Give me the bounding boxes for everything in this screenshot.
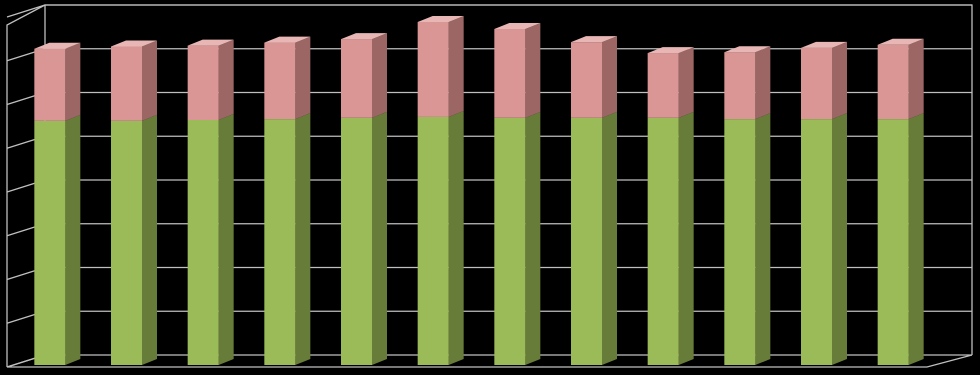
bar-stack	[724, 46, 770, 365]
bar-segment-side	[65, 43, 80, 121]
bar-segment-side	[832, 113, 847, 365]
bar-stack	[264, 37, 310, 365]
bar-segment	[264, 119, 295, 365]
bar-segment-side	[295, 113, 310, 365]
bar-stack	[418, 16, 464, 365]
bar-segment-side	[602, 36, 617, 118]
bar-segment	[648, 53, 679, 118]
bar-segment-side	[909, 113, 924, 365]
bar-segment	[801, 119, 832, 365]
bar-segment	[418, 22, 449, 117]
bar-segment	[264, 43, 295, 120]
bar-segment	[878, 119, 909, 365]
bar-segment	[188, 46, 219, 120]
bar-stack	[188, 40, 234, 365]
bar-segment	[494, 29, 525, 118]
bar-segment-side	[909, 39, 924, 119]
bar-stack	[494, 23, 540, 365]
bar-segment-side	[755, 113, 770, 365]
bar-segment	[571, 118, 602, 365]
bar-segment	[341, 118, 372, 365]
bar-segment	[724, 52, 755, 119]
bar-series-group	[34, 16, 923, 365]
bar-segment-side	[142, 41, 157, 121]
bar-segment-side	[449, 16, 464, 117]
bar-stack	[801, 42, 847, 365]
bar-segment-side	[372, 33, 387, 118]
bar-segment-side	[602, 112, 617, 365]
bar-segment-side	[832, 42, 847, 119]
bar-segment	[418, 117, 449, 365]
bar-segment-side	[295, 37, 310, 120]
bar-segment	[801, 48, 832, 119]
bar-segment-side	[65, 115, 80, 365]
bar-segment-side	[142, 115, 157, 365]
bar-segment	[648, 118, 679, 365]
bar-segment-side	[525, 23, 540, 118]
bar-segment	[724, 119, 755, 365]
bar-segment-side	[372, 112, 387, 365]
bar-segment	[188, 120, 219, 365]
bar-segment	[111, 121, 142, 365]
bar-segment	[34, 49, 65, 121]
bar-segment-side	[449, 111, 464, 365]
bar-segment	[341, 39, 372, 118]
bar-stack	[34, 43, 80, 365]
bar-stack	[111, 41, 157, 366]
bar-stack	[341, 33, 387, 365]
bar-segment	[878, 45, 909, 119]
bar-segment-side	[679, 112, 694, 365]
bar-segment-side	[219, 114, 234, 365]
bar-stack	[571, 36, 617, 365]
bar-segment	[571, 42, 602, 118]
bar-stack	[648, 47, 694, 365]
bar-stack	[878, 39, 924, 365]
bar-segment-side	[755, 46, 770, 119]
bar-segment-side	[679, 47, 694, 118]
bar-segment	[494, 118, 525, 365]
bar-segment-side	[219, 40, 234, 120]
bar-segment	[34, 121, 65, 365]
bar-segment	[111, 47, 142, 121]
bar-segment-side	[525, 112, 540, 365]
